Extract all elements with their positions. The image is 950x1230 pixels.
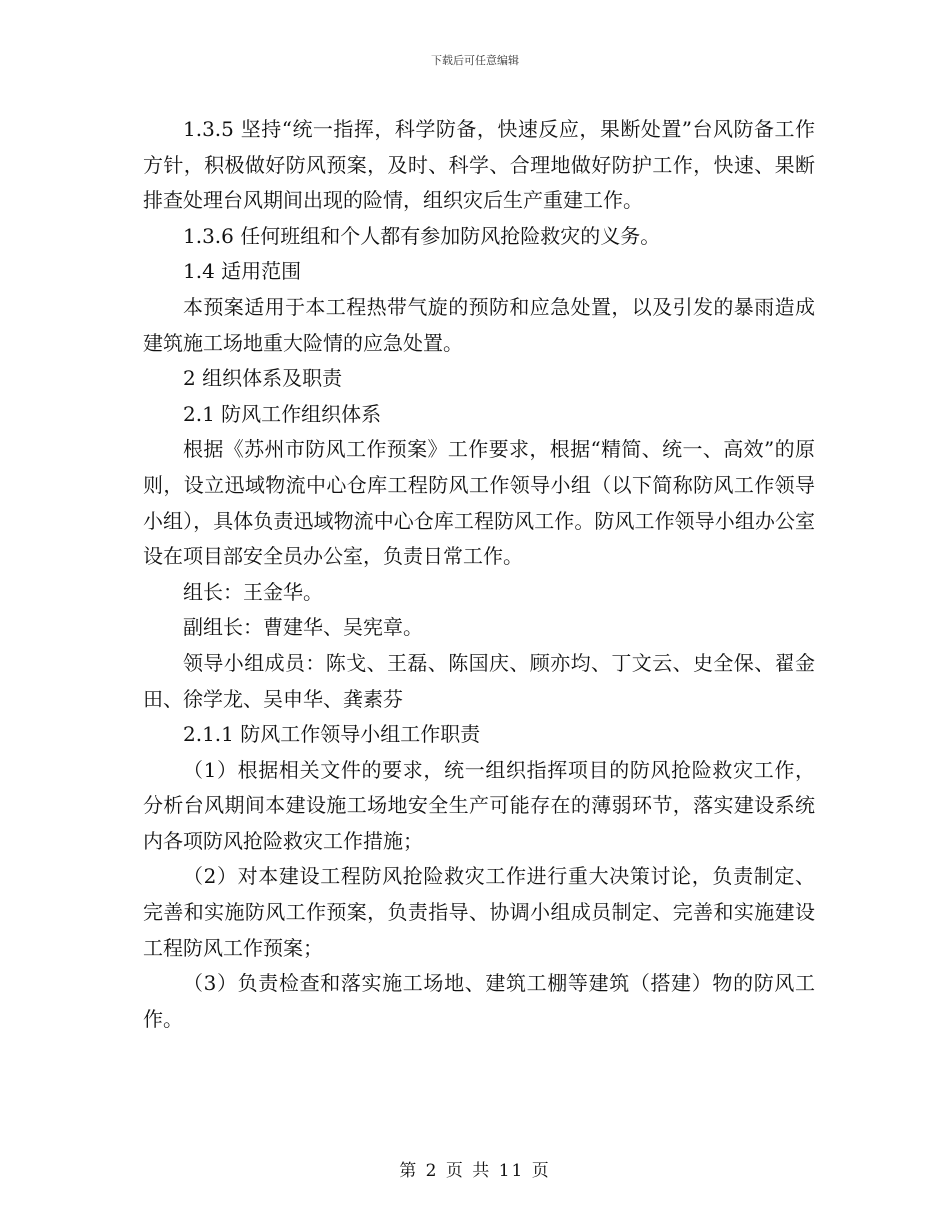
section-heading-2: 2 组织体系及职责 [183, 366, 343, 391]
list-item-3: （3）负责检查和落实施工场地、建筑工棚等建筑（搭建）物的防风工作。 [143, 971, 815, 1031]
section-heading-2-1-1: 2.1.1 防风工作领导小组工作职责 [183, 722, 481, 747]
paragraph-1-3-5: 1.3.5 坚持“统一指挥，科学防备，快速反应，果断处置”台风防备工作方针，积极做好防风预案，及时、科学、合理地做好防护工作，快速、果断排查处理台风期间出现的险情，组织灾后生产重建工作。 [143, 117, 815, 213]
paragraph-organization: 根据《苏州市防风工作预案》工作要求，根据“精简、统一、高效”的原则，设立迅域物流中心仓库工程防风工作领导小组（以下简称防风工作领导小组），具体负责迅域物流中心仓库工程防风工作。防风工作领导小组办公室设在项目部安全员办公室，负责日常工作。 [143, 437, 815, 569]
section-heading-1-4: 1.4 适用范围 [183, 259, 302, 284]
document-body [143, 112, 815, 1037]
paragraph-leader: 组长：王金华。 [183, 579, 323, 604]
page-header: 下载后可任意编辑 [431, 54, 519, 67]
list-item-1: （1）根据相关文件的要求，统一组织指挥项目的防风抢险救灾工作，分析台风期间本建设施工场地安全生产可能存在的薄弱环节，落实建设系统内各项防风抢险救灾工作措施； [143, 757, 815, 853]
section-heading-2-1: 2.1 防风工作组织体系 [183, 401, 382, 426]
page-footer: 第 2 页 共 11 页 [399, 1161, 551, 1181]
paragraph-1-3-6: 1.3.6 任何班组和个人都有参加防风抢险救灾的义务。 [183, 223, 661, 248]
paragraph-scope: 本预案适用于本工程热带气旋的预防和应急处置，以及引发的暴雨造成建筑施工场地重大险情的应急处置。 [143, 294, 815, 355]
paragraph-deputy-leader: 副组长：曹建华、吴宪章。 [183, 615, 423, 640]
list-item-2: （2）对本建设工程防风抢险救灾工作进行重大决策讨论，负责制定、完善和实施防风工作预案，负责指导、协调小组成员制定、完善和实施建设工程防风工作预案； [143, 864, 815, 960]
paragraph-members: 领导小组成员：陈戈、王磊、陈国庆、顾亦均、丁文云、史全保、翟金田、徐学龙、吴申华、龚素芬 [143, 650, 815, 711]
